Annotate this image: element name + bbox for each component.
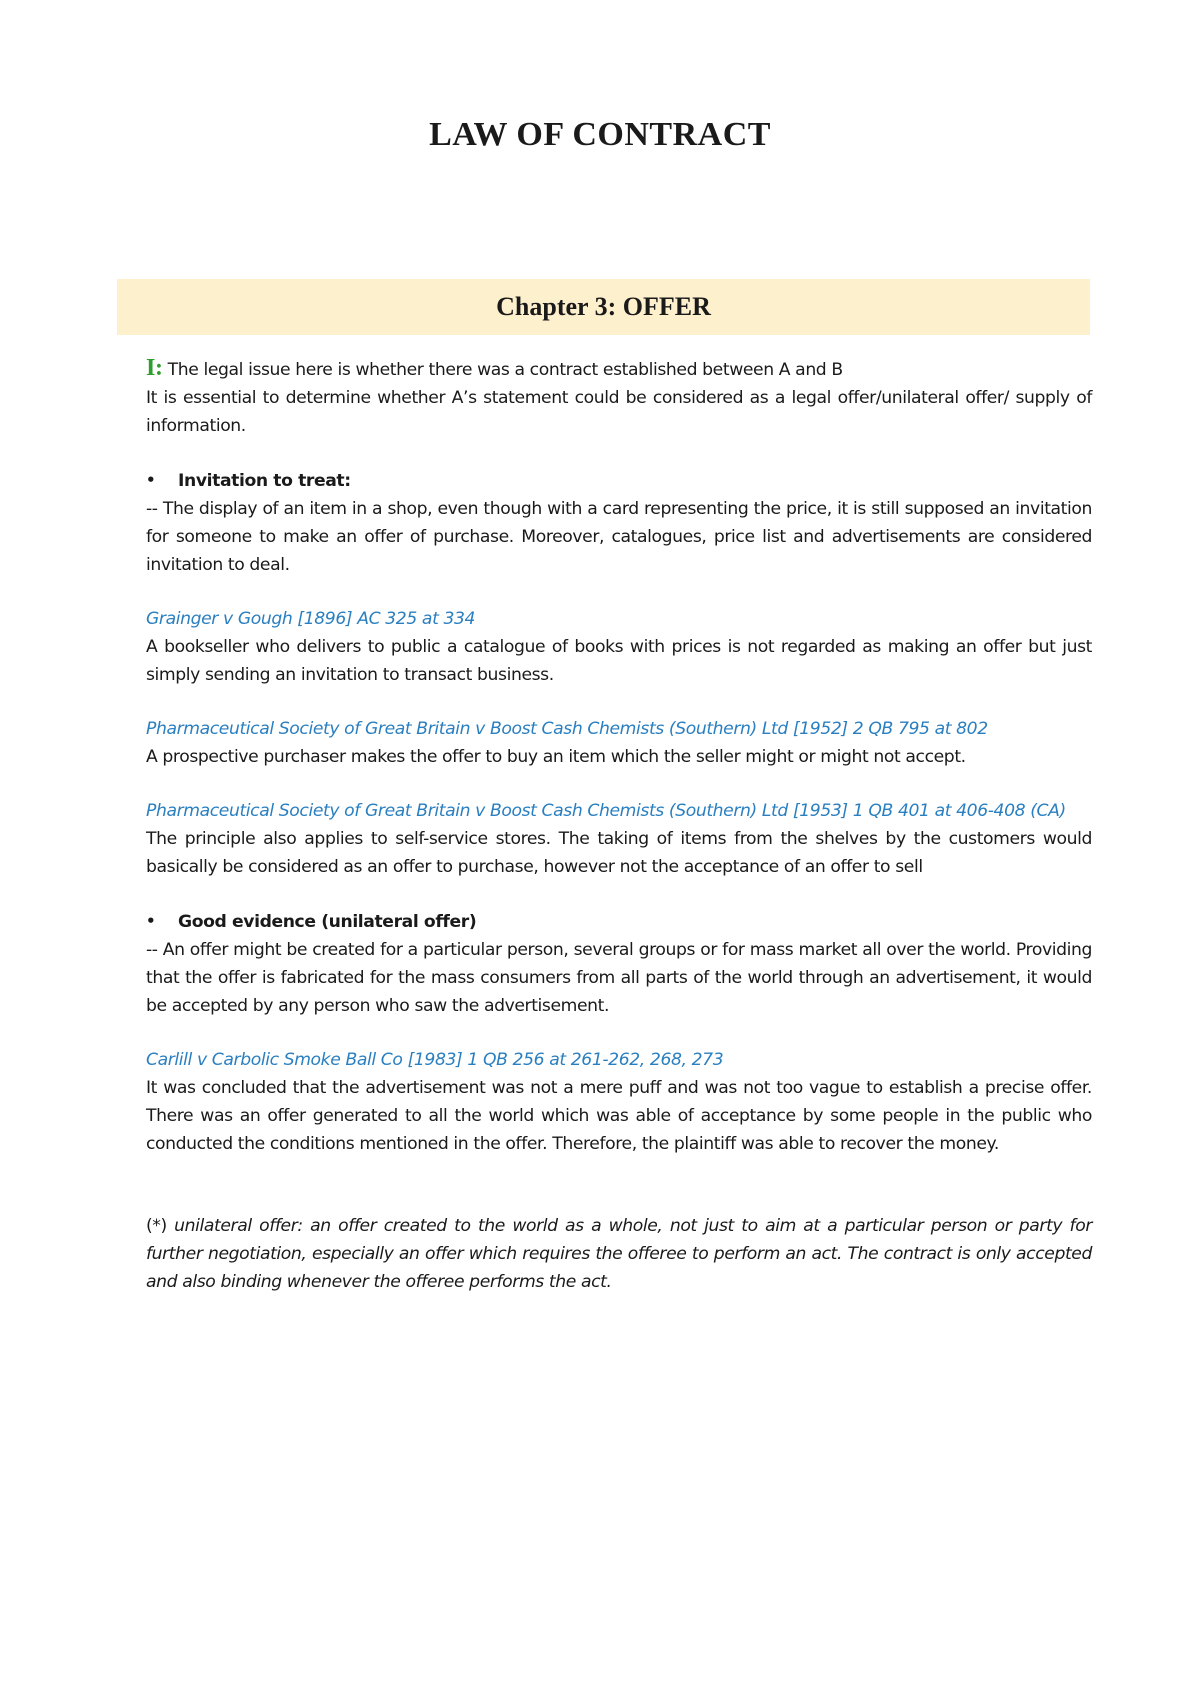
case-citation-pharma-1952: Pharmaceutical Society of Great Britain v Boost Cash Chemists (Southern) Ltd [1952] 2 QB 795 at 802 (146, 719, 988, 739)
invitation-text: -- The display of an item in a shop, even though with a card representing the price, it is still supposed an invitation for someone to make an offer of purchase. Moreover, catalogues, price list and advertisements are considered invitation to deal. (146, 499, 1092, 575)
chapter-header-band (117, 279, 1090, 335)
bullet-icon: • (146, 471, 156, 489)
document-title: LAW OF CONTRACT (429, 116, 771, 153)
case-text-grainger: A bookseller who delivers to public a catalogue of books with prices is not regarded as making an offer but just simply sending an invitation to transact business. (146, 637, 1092, 685)
case-citation-pharma-1953: Pharmaceutical Society of Great Britain v Boost Cash Chemists (Southern) Ltd [1953] 1 QB 401 at 406-408 (CA) (146, 801, 1066, 821)
issue-paragraph (146, 354, 1092, 384)
issue-statement: The legal issue here is whether there was a contract established between A and B (162, 360, 843, 380)
case-text-pharma-1952: A prospective purchaser makes the offer to buy an item which the seller might or might not accept. (146, 747, 966, 767)
issue-marker: I: (146, 355, 163, 381)
case-citation-carlill: Carlill v Carbolic Smoke Ball Co [1983] 1 QB 256 at 261-262, 268, 273 (146, 1050, 724, 1070)
footnote (146, 1212, 1092, 1296)
chapter-title: Chapter 3: OFFER (496, 292, 711, 321)
invitation-heading: Invitation to treat: (178, 471, 351, 491)
footnote-marker: (*) (146, 1216, 167, 1236)
case-text-carlill: It was concluded that the advertisement was not a mere puff and was not too vague to establish a precise offer. There was an offer generated to all the world which was able of acceptance by some people in the public who conducted the conditions mentioned in the offer. Therefore, the plaintiff was able to recover the money. (146, 1078, 1092, 1154)
good-evidence-text: -- An offer might be created for a particular person, several groups or for mass market all over the world. Providing that the offer is fabricated for the mass consumers from all parts of the world through an advertisement, it would be accepted by any person who saw the advertisement. (146, 940, 1092, 1016)
bullet-icon: • (146, 912, 156, 930)
case-text-pharma-1953: The principle also applies to self-service stores. The taking of items from the shelves by the customers would basically be considered as an offer to purchase, however not the acceptance of an offer to sell (146, 829, 1092, 877)
invitation-heading-line (146, 466, 1092, 495)
issue-detail: It is essential to determine whether A’s statement could be considered as a legal offer/unilateral offer/ supply of information. (146, 388, 1092, 436)
document-body (146, 354, 1092, 1296)
case-citation-grainger: Grainger v Gough [1896] AC 325 at 334 (146, 609, 476, 629)
good-evidence-heading-line (146, 907, 1092, 936)
good-evidence-heading: Good evidence (unilateral offer) (178, 912, 477, 932)
footnote-text: unilateral offer: an offer created to the world as a whole, not just to aim at a particular person or party for further negotiation, especially an offer which requires the offeree to perform an act. The contract is only accepted and also binding whenever the offeree performs the act. (146, 1216, 1092, 1292)
